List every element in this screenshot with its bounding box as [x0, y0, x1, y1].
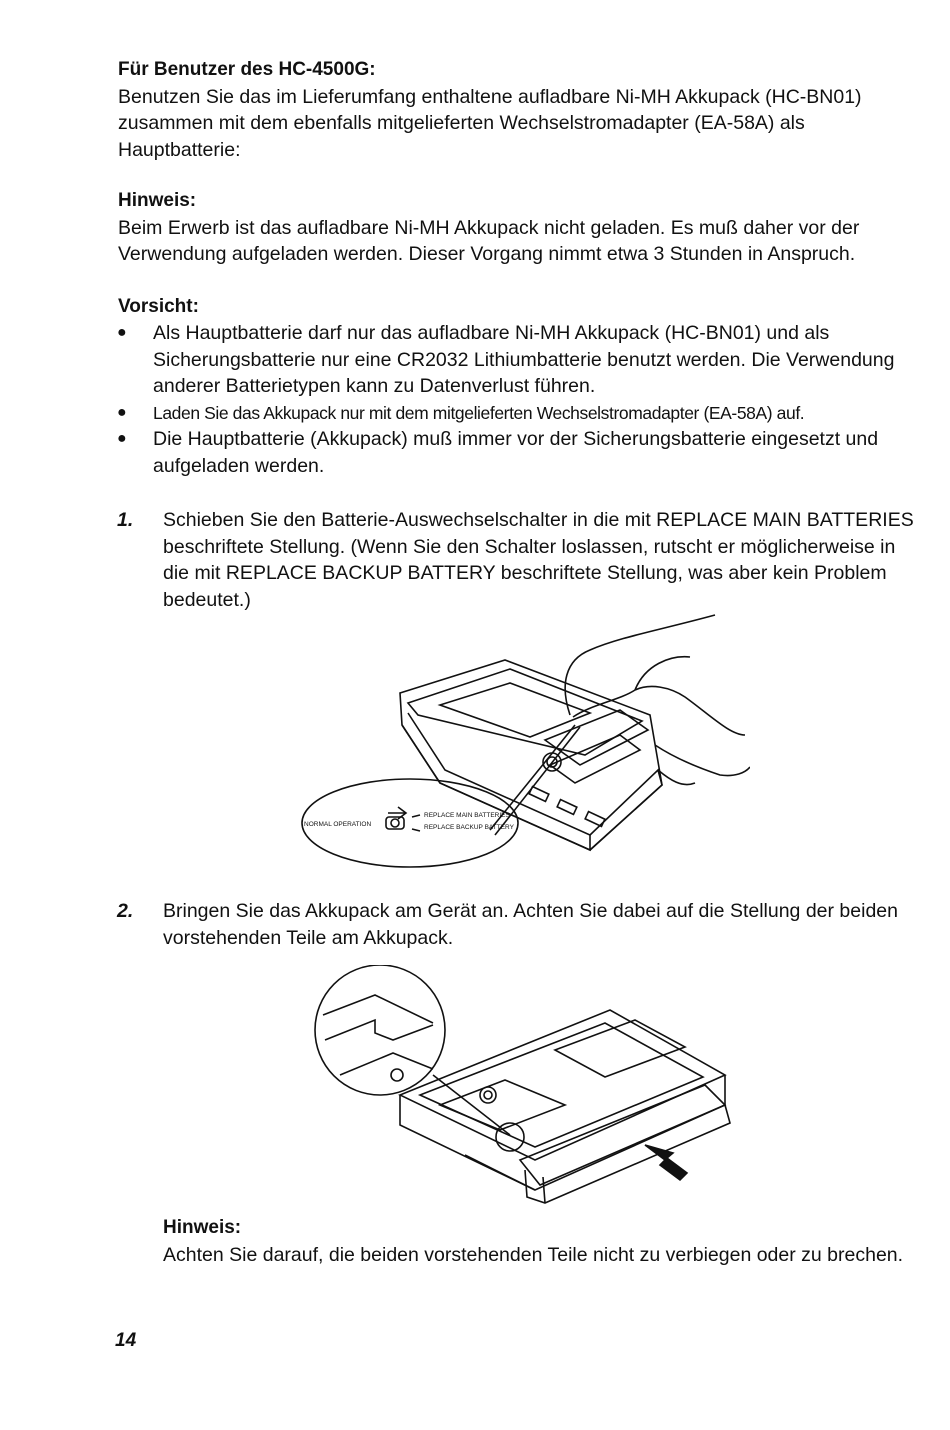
figure-attach-battery: [305, 965, 745, 1205]
note-1: [118, 188, 918, 268]
caution-item: ● Als Hauptbatterie darf nur das aufladbare Ni-MH Akkupack (HC-BN01) und als Sicherungsbatterie nur eine CR2032 Lithiumbatterie benutzt werden. Die Verwendung anderer Batterietypen kann zu Datenverlust führen.: [117, 322, 895, 397]
bullet-icon: ●: [117, 324, 127, 341]
step-2: [117, 898, 917, 951]
caution-list: [117, 320, 927, 479]
user-section-text: Benutzen Sie das im Lieferumfang enthaltene aufladbare Ni-MH Akkupack (HC-BN01) zusammen mit dem ebenfalls mitgelieferten Wechselstromadapter (EA-58A) als Hauptbatterie:: [118, 85, 862, 161]
note-1-heading: Hinweis:: [118, 190, 197, 211]
step-1-number: 1.: [117, 509, 134, 531]
note-2-text: Achten Sie darauf, die beiden vorstehenden Teile nicht zu verbiegen oder zu brechen.: [163, 1243, 904, 1266]
note-1-text: Beim Erwerb ist das aufladbare Ni-MH Akkupack nicht geladen. Es muß daher vor der Verwendung aufgeladen werden. Dieser Vorgang nimmt etwa 3 Stunden in Anspruch.: [118, 216, 860, 265]
step-1: [117, 507, 917, 613]
caution-heading: Vorsicht:: [118, 296, 199, 317]
bullet-icon: ●: [117, 403, 127, 421]
figure-battery-switch: [290, 605, 750, 875]
switch-label-backup: REPLACE BACKUP BATTERY: [424, 824, 514, 831]
bullet-icon: ●: [117, 430, 127, 447]
note-2: [163, 1215, 923, 1268]
step-1-text: Schieben Sie den Batterie-Auswechselschalter in die mit REPLACE MAIN BATTERIES beschriftete Stellung. (Wenn Sie den Schalter loslassen, rutscht er möglicherweise in die mit REPLACE BACKUP BATTERY beschriftete Stellung, was aber kein Problem bedeutet.): [163, 509, 914, 611]
switch-label-normal: NORMAL OPERATION: [304, 821, 372, 828]
caution-item: ● Die Hauptbatterie (Akkupack) muß immer vor der Sicherungsbatterie eingesetzt und aufgeladen werden.: [117, 428, 879, 477]
note-2-heading: Hinweis:: [163, 1217, 242, 1238]
step-2-text: Bringen Sie das Akkupack am Gerät an. Achten Sie dabei auf die Stellung der beiden vorstehenden Teile am Akkupack.: [163, 900, 898, 949]
caution-item: ● Laden Sie das Akkupack nur mit dem mitgelieferten Wechselstromadapter (EA-58A) auf.: [117, 400, 927, 427]
device-battery-illustration: [315, 965, 730, 1203]
user-section-heading: Für Benutzer des HC-4500G:: [118, 59, 376, 80]
switch-label-main: REPLACE MAIN BATTERIES: [424, 812, 510, 819]
device-illustration: [302, 615, 750, 867]
user-section: [118, 57, 918, 163]
step-2-number: 2.: [117, 900, 134, 922]
page-number: 14: [115, 1330, 137, 1351]
